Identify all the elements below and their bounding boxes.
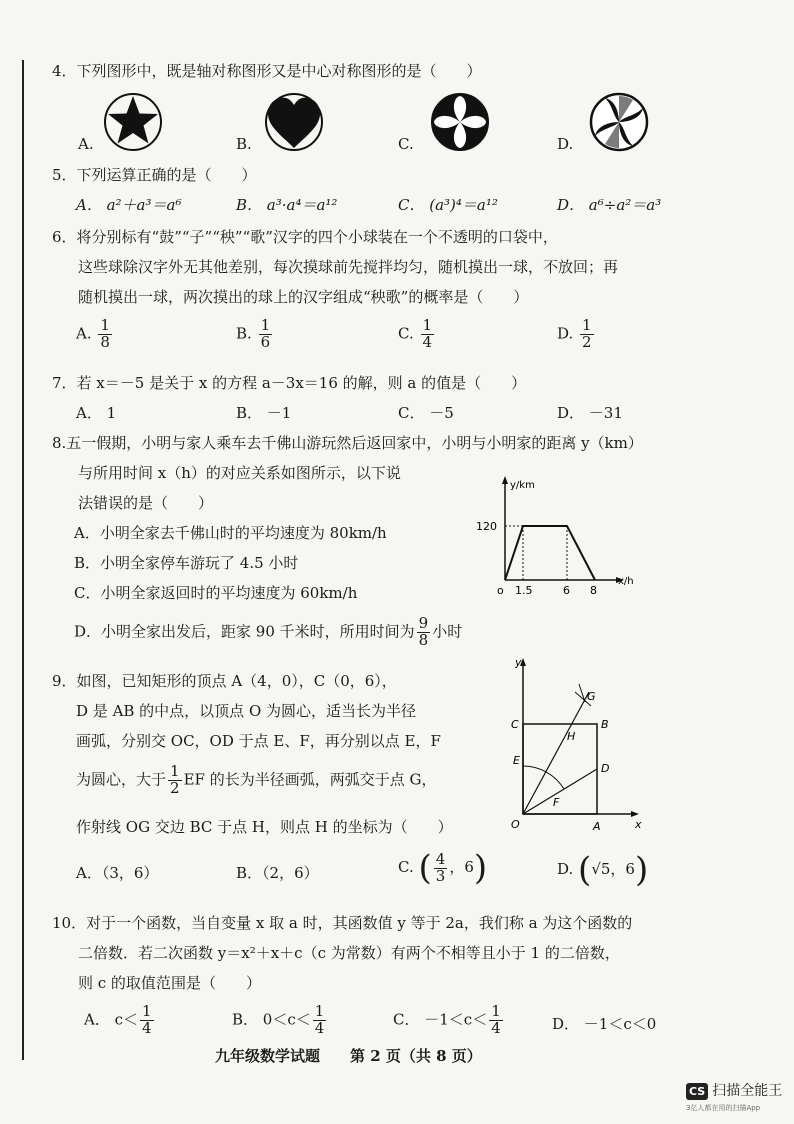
q8-option-c: C．小明全家返回时的平均速度为 60km/h <box>74 584 358 602</box>
q5-stem: 5．下列运算正确的是（ ） <box>52 166 257 184</box>
q10-line-2: 二倍数．若二次函数 y＝x²＋x＋c（c 为常数）有两个不相等且小于 1 的二倍数， <box>78 944 620 962</box>
scanner-watermark <box>686 1080 782 1100</box>
q6-line-3: 随机摸出一球，两次摸出的球上的汉字组成“秧歌”的概率是（ ） <box>78 288 529 306</box>
q10-option-b: B． 0＜c＜ $\frac{1}{4}$ <box>232 1002 325 1037</box>
q4-option-c-label: C. <box>398 135 414 153</box>
q9-line-2: D 是 AB 的中点，以顶点 O 为圆心，适当长为半径 <box>76 702 417 720</box>
q9-fig-label-c: C <box>511 718 519 731</box>
watermark-subtitle: 3亿人都在用的扫描App <box>686 1104 761 1112</box>
q8-line-3: 法错误的是（ ） <box>78 494 214 512</box>
q7-option-b: B． －1 <box>236 404 292 422</box>
q6-option-a: A. $\frac{1}{8}$ <box>76 316 110 351</box>
q5-option-a: A． a²＋a³＝a⁶ <box>76 196 182 214</box>
q9-fig-label-d: D <box>601 762 610 775</box>
q9-fig-label-a: A <box>593 820 601 833</box>
q9-option-d: D. (√5，6) <box>557 850 649 890</box>
q5-option-d: D． a⁶÷a²＝a³ <box>557 196 662 214</box>
q7-stem: 7．若 x＝－5 是关于 x 的方程 a－3x＝16 的解，则 a 的值是（ ） <box>52 374 527 392</box>
q8-line-1: 8.五一假期，小明与家人乘车去千佛山游玩然后返回家中，小明与小明家的距离 y（km） <box>52 434 643 452</box>
q9-option-a: A．（3，6） <box>76 864 159 882</box>
q10-option-d: D． －1＜c＜0 <box>552 1015 657 1033</box>
q9-fig-label-o: O <box>511 818 520 831</box>
q10-line-1: 10．对于一个函数，当自变量 x 取 a 时，其函数值 y 等于 2a，我们称 a 为这个函数的 <box>52 914 633 932</box>
q4-option-b-label: B. <box>236 135 252 153</box>
q9-fig-label-x: x <box>635 818 642 831</box>
q9-option-c: C. ( $\frac{4}{3}$ ，6) <box>398 848 488 888</box>
q4-stem: 4．下列图形中，既是轴对称图形又是中心对称图形的是（ ） <box>52 62 482 80</box>
q8-graph-ytick-120: 120 <box>476 520 497 533</box>
q8-graph-xtick-8: 8 <box>590 584 597 597</box>
q8-option-d: D．小明全家出发后，距家 90 千米时，所用时间为 $\frac{9}{8}$ 小时 <box>74 614 463 649</box>
q9-line-1: 9．如图，已知矩形的顶点 A（4，0），C（0，6）， <box>52 672 397 690</box>
q8-graph-xtick-6: 6 <box>563 584 570 597</box>
q9-line-4: 为圆心，大于 $\frac{1}{2}$ EF 的长为半径画弧，两弧交于点 G， <box>76 762 437 797</box>
q6-option-b: B. $\frac{1}{6}$ <box>236 316 271 351</box>
q9-option-b: B．（2，6） <box>236 864 319 882</box>
q4-option-a-label: A. <box>78 135 94 153</box>
q8-option-a: A．小明全家去千佛山时的平均速度为 80km/h <box>74 524 387 542</box>
pinwheel-circle-icon <box>589 92 649 152</box>
page-footer: 九年级数学试题 第 2 页（共 8 页） <box>215 1047 482 1065</box>
q9-line-5: 作射线 OG 交边 BC 于点 H，则点 H 的坐标为（ ） <box>76 818 453 836</box>
q9-fig-label-b: B <box>601 718 609 731</box>
q8-line-2: 与所用时间 x（h）的对应关系如图所示，以下说 <box>78 464 401 482</box>
heart-circle-icon <box>264 92 324 152</box>
four-petal-circle-icon <box>430 92 490 152</box>
page-margin-line <box>22 60 24 1060</box>
q8-graph-xtick-1.5: 1.5 <box>515 584 533 597</box>
q9-fig-label-f: F <box>553 796 560 809</box>
q4-option-d-label: D. <box>557 135 574 153</box>
q8-graph-ylabel: y/km <box>510 480 535 491</box>
q9-fig-label-e: E <box>513 754 520 767</box>
q8-graph-origin: o <box>497 584 504 597</box>
q9-fig-label-h: H <box>567 730 576 743</box>
q7-option-d: D． －31 <box>557 404 623 422</box>
q6-line-1: 6．将分别标有“鼓”“子”“秧”“歌”汉字的四个小球装在一个不透明的口袋中， <box>52 228 558 246</box>
watermark-title: 扫描全能王 <box>712 1083 783 1099</box>
q6-line-2: 这些球除汉字外无其他差别，每次摸球前先搅拌均匀，随机摸出一球，不放回；再 <box>78 258 619 276</box>
q8-option-b: B．小明全家停车游玩了 4.5 小时 <box>74 554 299 572</box>
q5-option-c: C． (a³)⁴＝a¹² <box>398 196 498 214</box>
q9-fig-label-g: G <box>587 690 596 703</box>
q10-option-a: A． c＜ $\frac{1}{4}$ <box>84 1002 152 1037</box>
q5-option-b: B． a³·a⁴＝a¹² <box>236 196 338 214</box>
q6-option-c: C. $\frac{1}{4}$ <box>398 316 433 351</box>
q10-line-3: 则 c 的取值范围是（ ） <box>78 974 261 992</box>
q10-option-c: C． －1＜c＜ $\frac{1}{4}$ <box>393 1002 501 1037</box>
q8-distance-time-graph <box>476 474 660 602</box>
camscanner-logo-icon: CS <box>686 1083 708 1100</box>
q9-rectangle-construction-figure <box>505 654 645 834</box>
q7-option-a: A． 1 <box>76 404 117 422</box>
q9-fig-label-y: y <box>515 656 522 669</box>
q6-option-d: D. $\frac{1}{2}$ <box>557 316 592 351</box>
star-circle-icon <box>103 92 163 152</box>
q8-graph-xlabel: x/h <box>618 576 634 587</box>
q7-option-c: C． －5 <box>398 404 454 422</box>
q9-line-3: 画弧，分别交 OC，OD 于点 E、F，再分别以点 E，F <box>76 732 441 750</box>
